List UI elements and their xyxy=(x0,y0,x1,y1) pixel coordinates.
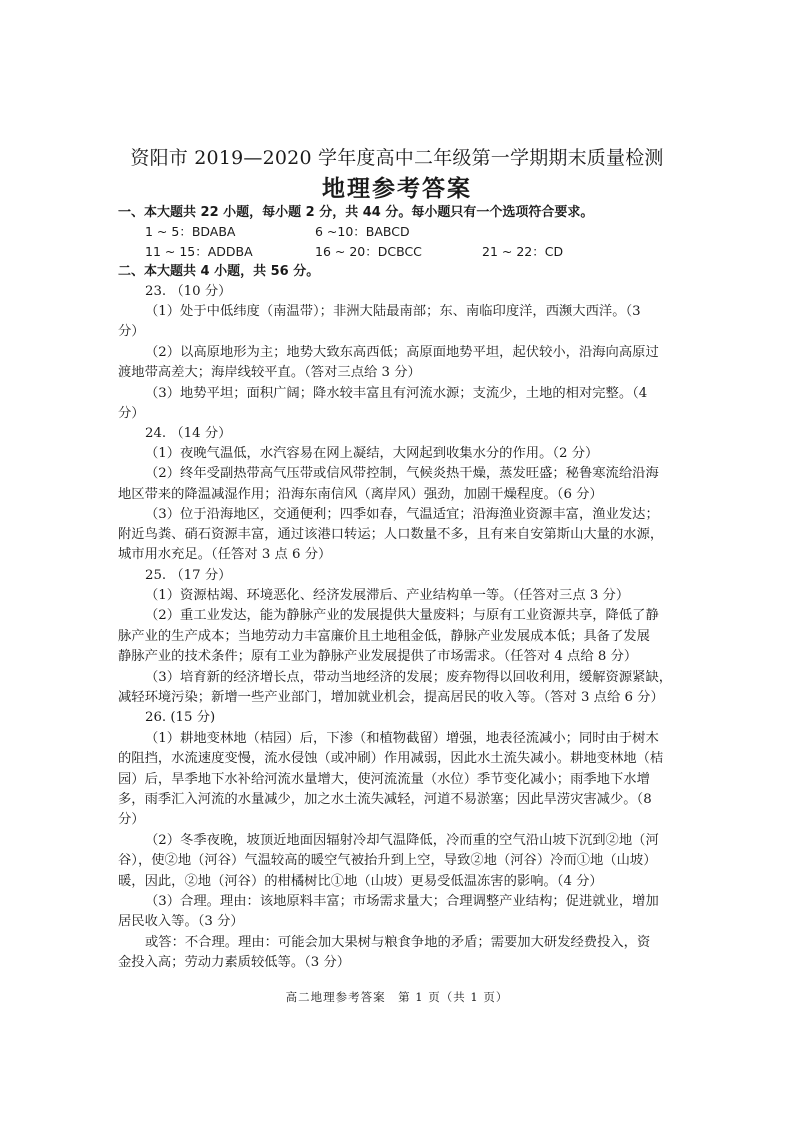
answer-line: 居民收入等。（3 分） xyxy=(118,914,244,929)
page-footer: 高二地理参考答案 第 1 页（共 1 页） xyxy=(285,990,509,1004)
answer-line: （3）位于沿海地区，交通便利；四季如春，气温适宜；沿海渔业资源丰富，渔业发达； xyxy=(145,507,659,522)
answer-line: 谷），使②地（河谷）气温较高的暖空气被抬升到上空，导致②地（河谷）冷而①地（山坡） xyxy=(118,853,657,868)
answer-line: 附近鸟粪、硝石资源丰富，通过该港口转运；人口数量不多，且有来自安第斯山大量的水源， xyxy=(118,527,664,542)
answer-line: （3）培育新的经济增长点，带动当地经济的发展；废弃物得以回收利用，缓解资源紧缺， xyxy=(145,670,673,685)
answer-line: 减轻环境污染；新增一些产业部门，增加就业机会，提高居民的收入等。（答对 3 点给 6 分） xyxy=(118,690,664,705)
mc-answers-11-15: 11 ~ 15：ADDBA xyxy=(145,244,253,259)
mc-answers-1-5: 1 ~ 5：BDABA xyxy=(145,224,236,239)
answer-line: 或答：不合理。理由：可能会加大果树与粮食争地的矛盾；需要加大研发经费投入，资 xyxy=(145,935,651,950)
answer-line: 园）后，旱季地下水补给河流水量增大，使河流流量（水位）季节变化减小；雨季地下水增 xyxy=(118,772,650,787)
answer-line: 分） xyxy=(118,406,145,421)
section2-header: 二、本大题共 4 小题，共 56 分。 xyxy=(118,264,320,279)
answer-line: 暖，因此，②地（河谷）的柑橘树比①地（山坡）更易受低温冻害的影响。（4 分） xyxy=(118,874,603,889)
answer-line: 分） xyxy=(118,324,145,339)
question-26-heading: 26. (15 分) xyxy=(145,710,216,725)
answer-line: （1）资源枯竭、环境恶化、经济发展滞后、产业结构单一等。（任答对三点 3 分） xyxy=(145,588,630,603)
answer-line: （1）耕地变林地（桔园）后，下渗（和植物截留）增强，地表径流减小；同时由于树木 xyxy=(145,731,659,746)
answer-line: 分） xyxy=(118,812,145,827)
answer-line: （3）合理。理由：该地原料丰富；市场需求量大；合理调整产业结构；促进就业，增加 xyxy=(145,894,659,909)
mc-answers-21-22: 21 ~ 22：CD xyxy=(482,244,564,259)
answer-line: （1）处于中低纬度（南温带）；非洲大陆最南部；东、南临印度洋，西濒大西洋。（3 xyxy=(145,304,641,319)
document-heading: 地理参考答案 xyxy=(322,175,472,202)
question-25-heading: 25. （17 分） xyxy=(145,568,232,583)
answer-line: （2）冬季夜晚，坡顶近地面因辐射冷却气温降低，冷而重的空气沿山坡下沉到②地（河 xyxy=(145,833,659,848)
answer-line: （2）以高原地形为主；地势大致东高西低；高原面地势平坦，起伏较小，沿海向高原过 xyxy=(145,345,659,360)
answer-line: 多，雨季汇入河流的水量减少，加之水土流失减轻，河道不易淤塞；因此旱涝灾害减少。（8 xyxy=(118,792,652,807)
question-23-heading: 23. （10 分） xyxy=(145,284,232,299)
answer-line: （2）重工业发达，能为静脉产业的发展提供大量废料；与原有工业资源共享，降低了静 xyxy=(145,608,659,623)
answer-line: （3）地势平坦；面积广阔；降水较丰富且有河流水源；支流少，土地的相对完整。（4 xyxy=(145,386,648,401)
mc-answers-16-20: 16 ~ 20：DCBCC xyxy=(315,244,422,259)
answer-line: 渡地带高差大；海岸线较平直。（答对三点给 3 分） xyxy=(118,365,421,380)
answer-line: （2）终年受副热带高气压带或信风带控制，气候炎热干燥，蒸发旺盛；秘鲁寒流给沿海 xyxy=(145,466,659,481)
answer-line: 脉产业的生产成本；当地劳动力丰富廉价且土地租金低，静脉产业发展成本低；具备了发展 xyxy=(118,629,650,644)
answer-line: 金投入高；劳动力素质较低等。（3 分） xyxy=(118,955,351,970)
answer-line: 地区带来的降温减湿作用；沿海东南信风（离岸风）强劲，加剧干燥程度。（6 分） xyxy=(118,487,603,502)
answer-line: （1）夜晚气温低，水汽容易在网上凝结，大网起到收集水分的作用。（2 分） xyxy=(145,446,599,461)
exam-title: 资阳市 2019—2020 学年度高中二年级第一学期期末质量检测 xyxy=(130,147,664,169)
answer-line: 静脉产业的技术条件；原有工业为静脉产业发展提供了市场需求。（任答对 4 点给 8 分） xyxy=(118,649,638,664)
mc-answers-6-10: 6 ~10：BABCD xyxy=(315,224,410,239)
section1-header: 一、本大题共 22 小题，每小题 2 分，共 44 分。每小题只有一个选项符合要求。 xyxy=(118,205,594,220)
answer-line: 城市用水充足。（任答对 3 点 6 分） xyxy=(118,547,332,562)
answer-line: 的阻挡，水流速度变慢，流水侵蚀（或冲刷）作用减弱，因此水土流失减小。耕地变林地（桔 xyxy=(118,751,664,766)
question-24-heading: 24. （14 分） xyxy=(145,426,232,441)
